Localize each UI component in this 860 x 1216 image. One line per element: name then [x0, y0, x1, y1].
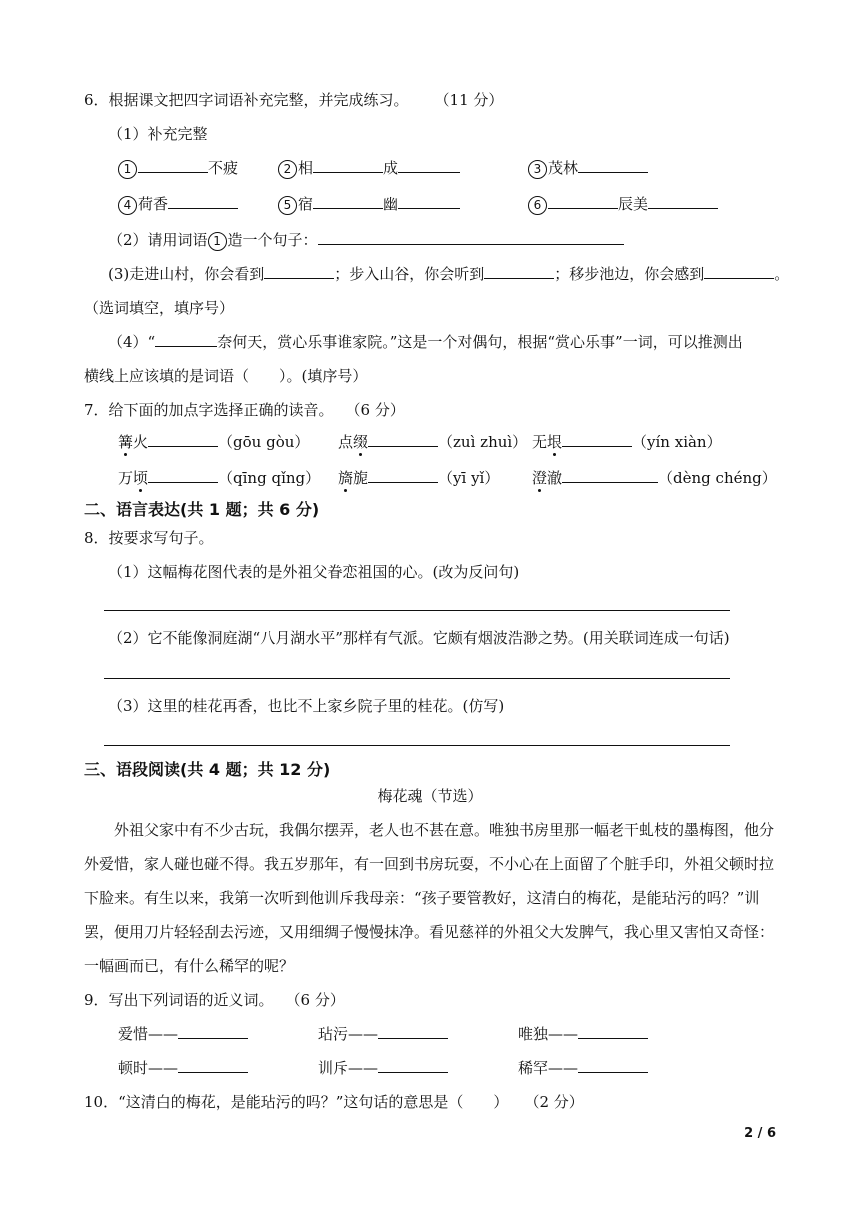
answer-blank[interactable]	[562, 432, 632, 447]
circled-number: 5	[278, 196, 297, 215]
answer-blank[interactable]	[155, 332, 217, 347]
q6-item-2: 2 相 成	[278, 158, 460, 179]
q6-sub1: （1）补充完整	[108, 125, 208, 143]
answer-blank[interactable]	[704, 264, 774, 279]
q6-sub2: （2）请用词语 1 造一个句子：	[108, 230, 624, 251]
q7-row1-item2: 点缀 （zuì zhuì）	[338, 433, 528, 451]
answer-blank[interactable]	[148, 432, 218, 447]
circled-number: 6	[528, 196, 547, 215]
q9-word: 玷污——	[318, 1024, 448, 1044]
q6-item-1: 1 不疲	[118, 158, 238, 179]
answer-blank[interactable]	[368, 432, 438, 447]
section-3-heading: 三、语段阅读(共 4 题；共 12 分)	[84, 760, 331, 779]
answer-blank[interactable]	[398, 158, 460, 173]
circled-number: 1	[208, 232, 227, 251]
answer-blank[interactable]	[578, 1058, 648, 1073]
answer-blank[interactable]	[318, 230, 624, 245]
answer-blank[interactable]	[178, 1024, 248, 1039]
answer-blank[interactable]	[168, 194, 238, 209]
answer-blank[interactable]	[368, 468, 438, 483]
q8-stem: 8．按要求写句子。	[84, 529, 214, 547]
dotted-character: 顷	[133, 469, 149, 487]
q7-row1-item3: 无垠 （yín xiàn）	[532, 433, 722, 451]
q9-word: 顿时——	[118, 1058, 248, 1078]
answer-blank[interactable]	[313, 158, 383, 173]
answer-blank[interactable]	[562, 468, 658, 483]
q7-stem: 7．给下面的加点字选择正确的读音。 （6 分）	[84, 401, 405, 419]
answer-blank[interactable]	[398, 194, 460, 209]
q9-word: 唯独——	[518, 1024, 648, 1044]
q6-item-3: 3 茂林	[528, 158, 648, 179]
answer-blank[interactable]	[264, 264, 334, 279]
answer-blank[interactable]	[378, 1058, 448, 1073]
answer-line[interactable]	[104, 745, 730, 746]
q9-word: 爱惜——	[118, 1024, 248, 1044]
dotted-character: 缀	[353, 433, 369, 451]
answer-blank[interactable]	[138, 158, 208, 173]
q8-s3: （3）这里的桂花再香，也比不上家乡院子里的桂花。(仿写)	[108, 697, 505, 715]
q6-sub3-note: （选词填空，填序号）	[84, 299, 235, 317]
q9-word: 训斥——	[318, 1058, 448, 1078]
q7-row2-item3: 澄澈 （dèng chéng）	[532, 469, 777, 487]
dotted-character: 澄	[532, 469, 548, 487]
passage-text: 外祖父家中有不少古玩，我偶尔摆弄，老人也不甚在意。唯独书房里那一幅老干虬枝的墨梅图，他分外爱惜，家人碰也碰不得。我五岁那年，有一回到书房玩耍，不小心在上面留了个脏手印，外祖父顿时拉下脸来。有生以来，我第一次听到他训斥我母亲：“孩子要管教好，这清白的梅花，是能玷污的吗？”训罢，便用刀片轻轻刮去污迹，又用细绸子慢慢抹净。看见慈祥的外祖父大发脾气，我心里又害怕又奇怪：一幅画而已，有什么稀罕的呢？	[84, 821, 775, 975]
dotted-character: 篝	[118, 433, 134, 451]
answer-blank[interactable]	[178, 1058, 248, 1073]
circled-number: 1	[118, 160, 137, 179]
q9-stem: 9．写出下列词语的近义词。 （6 分）	[84, 991, 345, 1009]
dotted-character: 垠	[547, 433, 563, 451]
page-number: 2 / 6	[744, 1126, 776, 1141]
q6-stem: 6．根据课文把四字词语补充完整，并完成练习。 （11 分）	[84, 91, 504, 109]
section-2-heading: 二、语言表达(共 1 题；共 6 分)	[84, 500, 320, 519]
circled-number: 2	[278, 160, 297, 179]
q6-item-4: 4 荷香	[118, 194, 238, 215]
answer-blank[interactable]	[148, 468, 218, 483]
q6-item-6: 6 辰美	[528, 194, 718, 215]
answer-blank[interactable]	[378, 1024, 448, 1039]
passage-title: 梅花魂（节选）	[377, 787, 483, 805]
circled-number: 4	[118, 196, 137, 215]
answer-line[interactable]	[104, 610, 730, 611]
q6-sub4: （4）“ 奈何天，赏心乐事谁家院。”这是一个对偶句，根据“赏心乐事”一词，可以推测出	[108, 333, 743, 351]
q6-item-5: 5 宿 幽	[278, 194, 460, 215]
circled-number: 3	[528, 160, 547, 179]
answer-blank[interactable]	[578, 1024, 648, 1039]
q6-sub3: (3)走进山村，你会看到 ；步入山谷，你会听到 ；移步池边，你会感到 。	[108, 265, 790, 283]
dotted-character: 旖	[338, 469, 354, 487]
q7-row2-item2: 旖旎 （yī yǐ）	[338, 469, 500, 487]
answer-blank[interactable]	[648, 194, 718, 209]
q7-row2-item1: 万顷 （qīng qǐng）	[118, 469, 321, 487]
q8-s1: （1）这幅梅花图代表的是外祖父眷恋祖国的心。(改为反问句)	[108, 563, 520, 581]
answer-blank[interactable]	[578, 158, 648, 173]
q6-sub4-cont: 横线上应该填的是词语（ ）。(填序号）	[84, 367, 368, 385]
answer-blank[interactable]	[313, 194, 383, 209]
answer-line[interactable]	[104, 678, 730, 679]
q10-stem: 10．“这清白的梅花，是能玷污的吗？”这句话的意思是（ ） （2 分）	[84, 1093, 584, 1111]
q7-row1-item1: 篝火 （gōu gòu）	[118, 433, 310, 451]
q8-s2: （2）它不能像洞庭湖“八月湖水平”那样有气派。它颇有烟波浩渺之势。(用关联词连成一句话)	[108, 629, 730, 647]
q9-word: 稀罕——	[518, 1058, 648, 1078]
answer-blank[interactable]	[548, 194, 618, 209]
answer-blank[interactable]	[484, 264, 554, 279]
